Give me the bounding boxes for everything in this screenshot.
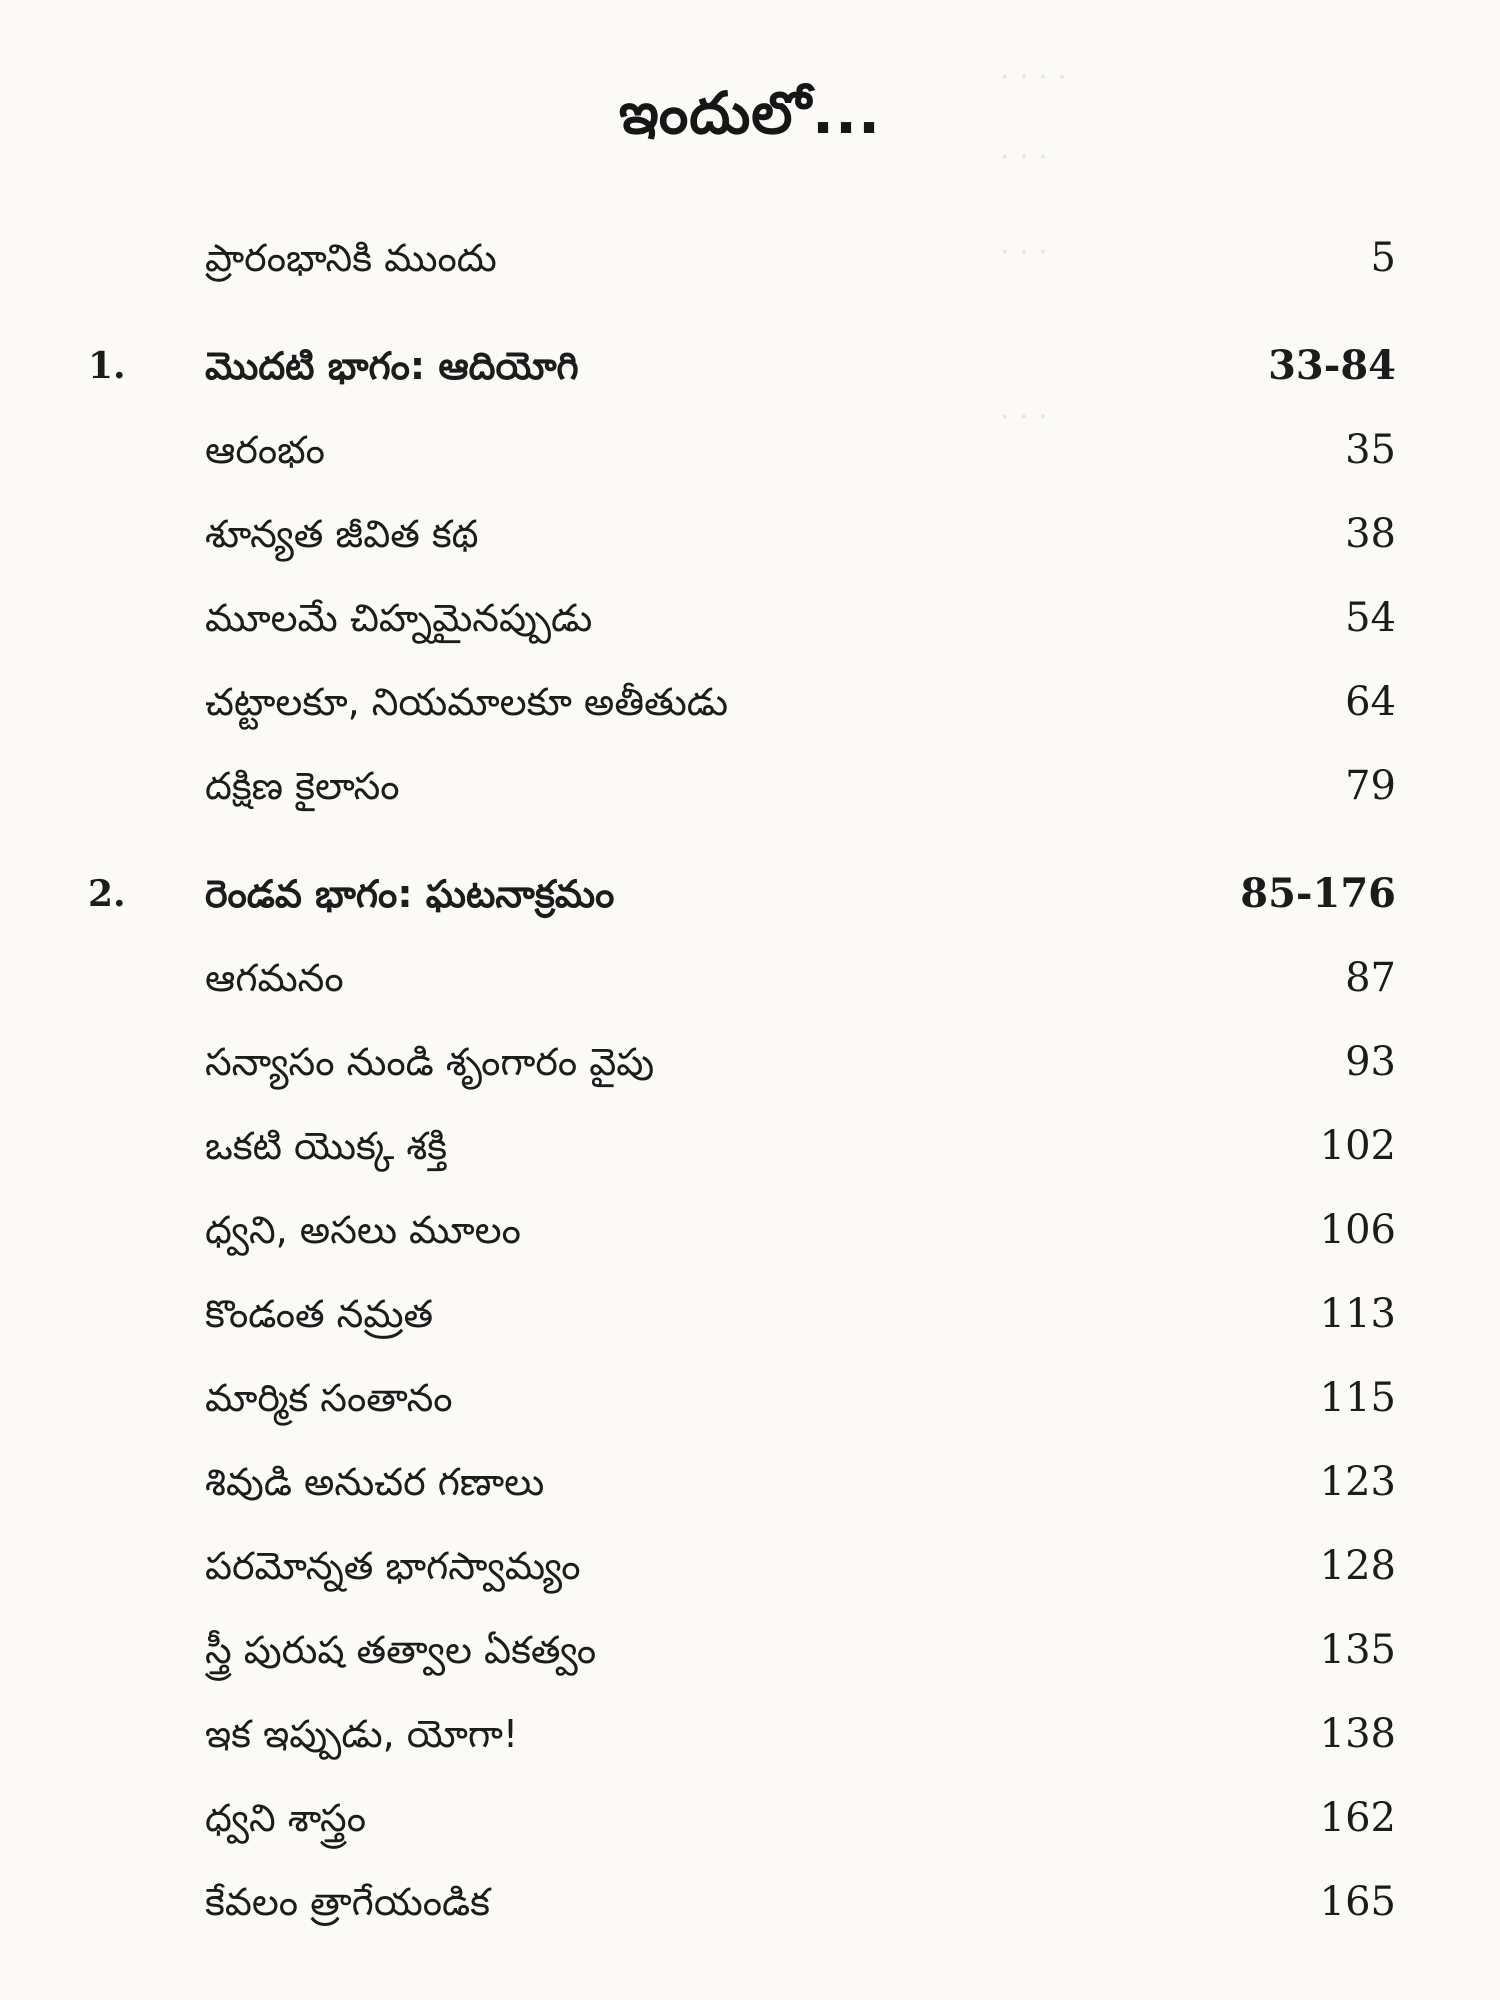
toc-entry-page: 115 <box>1319 1375 1396 1421</box>
toc-entry-label: మూలమే చిహ్నమైనప్పుడు <box>205 596 593 640</box>
toc-entry <box>0 1368 1500 1428</box>
toc-entry-page: 123 <box>1319 1459 1396 1505</box>
toc-entry-page: 113 <box>1319 1291 1396 1337</box>
toc-entry-page: 5 <box>1370 235 1396 281</box>
toc-entry-label: చట్టాలకూ, నియమాలకూ అతీతుడు <box>205 680 729 724</box>
toc-entry-page: 165 <box>1319 1879 1396 1925</box>
toc-entry-label: శూన్యత జీవిత కథ <box>205 512 479 556</box>
toc-entry-page: 87 <box>1345 955 1396 1001</box>
toc-entry <box>0 1872 1500 1932</box>
toc-entry-page: 102 <box>1319 1123 1396 1169</box>
toc-part-number: 2. <box>88 873 126 915</box>
toc-entry-page: 106 <box>1319 1207 1396 1253</box>
toc-entry-label: కొండంత నమ్రత <box>205 1292 434 1336</box>
toc-entry <box>0 1452 1500 1512</box>
toc-part-pages: 33-84 <box>1268 342 1396 389</box>
toc-entry-label: ఒకటి యొక్క శక్తి <box>205 1124 448 1168</box>
toc-entry-label: ఆరంభం <box>205 428 325 472</box>
toc-entry-label: శివుడి అనుచర గణాలు <box>205 1460 545 1504</box>
toc-entry <box>0 1704 1500 1764</box>
toc-part-pages: 85-176 <box>1240 870 1396 917</box>
toc-entry-label: ఇక ఇప్పుడు, యోగా! <box>205 1712 519 1756</box>
toc-entry <box>0 420 1500 480</box>
show-through-text: · · · · <box>1000 60 1067 95</box>
toc-part-title: మొదటి భాగం: ఆదియోగి <box>205 344 579 388</box>
toc-entry-label: స్త్రీ పురుష తత్వాల ఏకత్వం <box>205 1628 597 1672</box>
toc-entry <box>0 756 1500 816</box>
toc-entry-label: ధ్వని, అసలు మూలం <box>205 1208 521 1252</box>
toc-entry <box>0 948 1500 1008</box>
toc-entry-label: దక్షిణ కైలాసం <box>205 764 400 808</box>
toc-entry-label: ప్రారంభానికి ముందు <box>205 236 497 280</box>
toc-entry-label: ధ్వని శాస్త్రం <box>205 1796 367 1840</box>
toc-entry <box>0 1284 1500 1344</box>
toc-entry <box>0 1200 1500 1260</box>
show-through-text: · · · <box>1000 400 1048 435</box>
toc-part-number: 1. <box>88 345 126 387</box>
toc-entry-page: 35 <box>1345 427 1396 473</box>
toc-entry <box>0 1536 1500 1596</box>
toc-entry <box>0 588 1500 648</box>
toc-entry-page: 128 <box>1319 1543 1396 1589</box>
toc-entry-label: మార్మిక సంతానం <box>205 1376 453 1420</box>
page-title: ఇందులో... <box>618 78 882 147</box>
toc-entry-page: 93 <box>1345 1039 1396 1085</box>
toc-entry-page: 138 <box>1319 1711 1396 1757</box>
toc-entry-page: 64 <box>1345 679 1396 725</box>
toc-entry <box>0 1032 1500 1092</box>
toc-entry-page: 162 <box>1319 1795 1396 1841</box>
toc-entry-page: 38 <box>1345 511 1396 557</box>
toc-entry-label: పరమోన్నత భాగస్వామ్యం <box>205 1544 581 1588</box>
show-through-text: · · · <box>1000 235 1048 270</box>
toc-entry-page: 79 <box>1345 763 1396 809</box>
toc-entry-page: 54 <box>1345 595 1396 641</box>
toc-entry-label: కేవలం త్రాగేయండిక <box>205 1880 490 1924</box>
toc-entry-label: ఆగమనం <box>205 956 344 1000</box>
toc-entry <box>0 228 1500 288</box>
toc-part-heading <box>0 336 1500 396</box>
toc-entry <box>0 1788 1500 1848</box>
toc-entry <box>0 504 1500 564</box>
toc-entry-page: 135 <box>1319 1627 1396 1673</box>
toc-entry <box>0 672 1500 732</box>
toc-part-title: రెండవ భాగం: ఘటనాక్రమం <box>205 872 615 916</box>
show-through-text: · · · <box>1000 140 1048 175</box>
toc-entry <box>0 1620 1500 1680</box>
toc-part-heading <box>0 864 1500 924</box>
toc-entry-label: సన్యాసం నుండి శృంగారం వైపు <box>205 1040 655 1084</box>
toc-entry <box>0 1116 1500 1176</box>
